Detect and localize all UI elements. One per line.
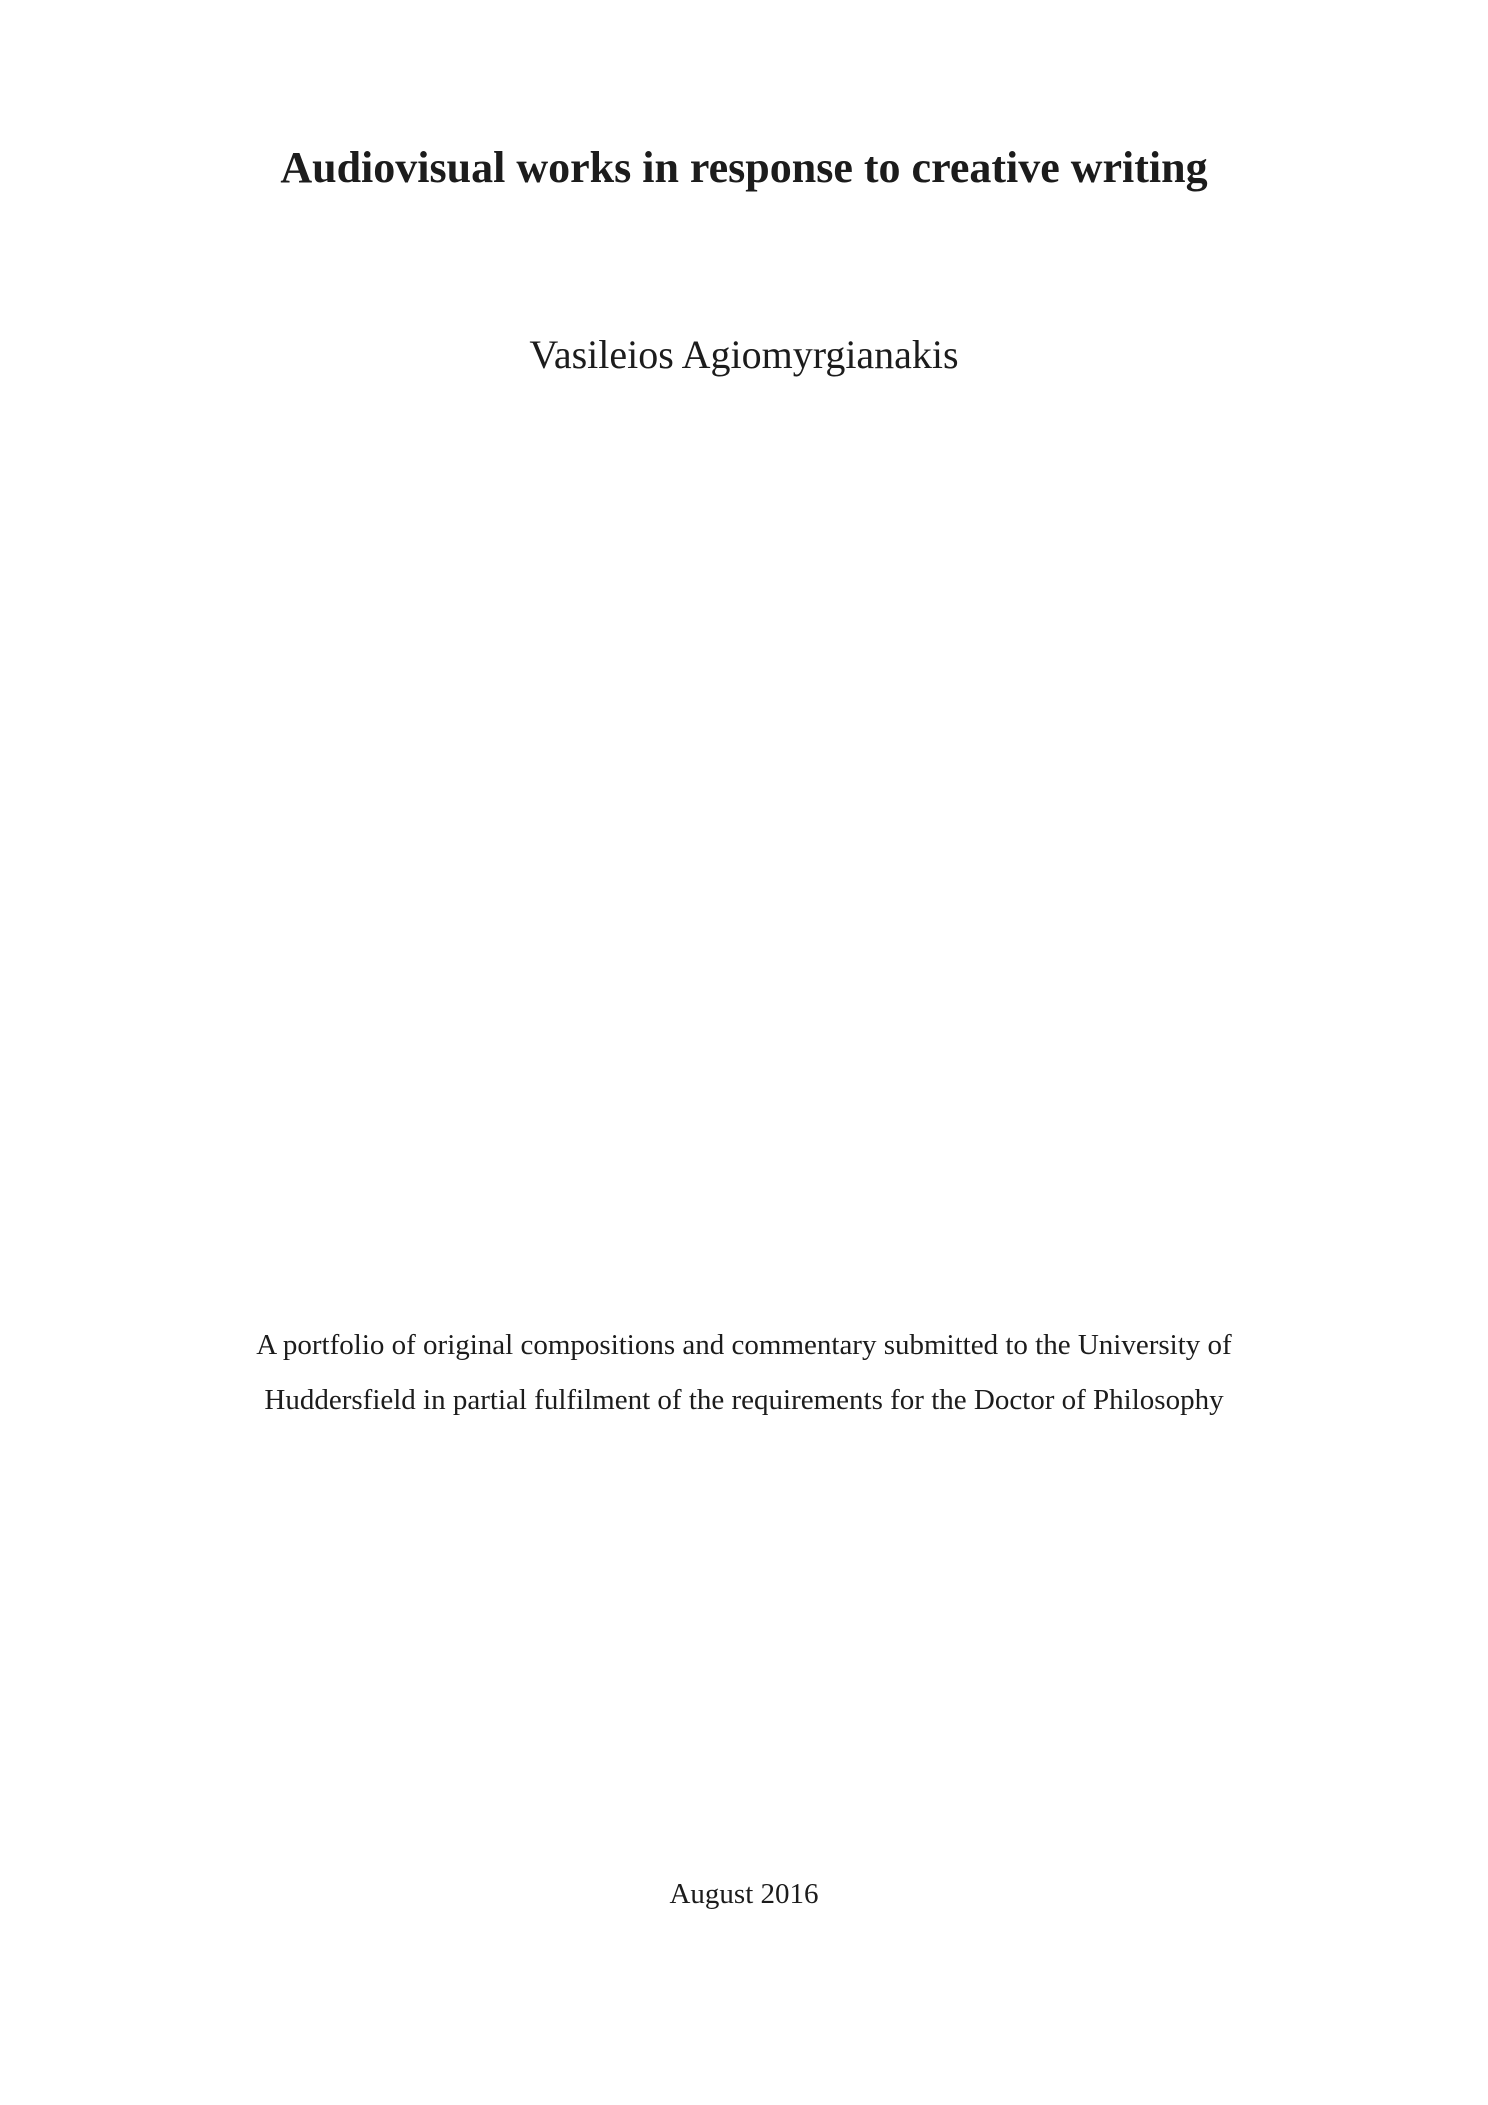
submission-statement-line: A portfolio of original compositions and commentary submitted to the University of bbox=[256, 1329, 1232, 1361]
submission-statement-line: Huddersfield in partial fulfilment of the requirements for the Doctor of Philosophy bbox=[264, 1384, 1224, 1416]
submission-statement bbox=[0, 1318, 1488, 1428]
document-title: Audiovisual works in response to creative writing bbox=[280, 143, 1208, 192]
author-name: Vasileios Agiomyrgianakis bbox=[529, 332, 959, 377]
submission-date: August 2016 bbox=[669, 1878, 819, 1910]
